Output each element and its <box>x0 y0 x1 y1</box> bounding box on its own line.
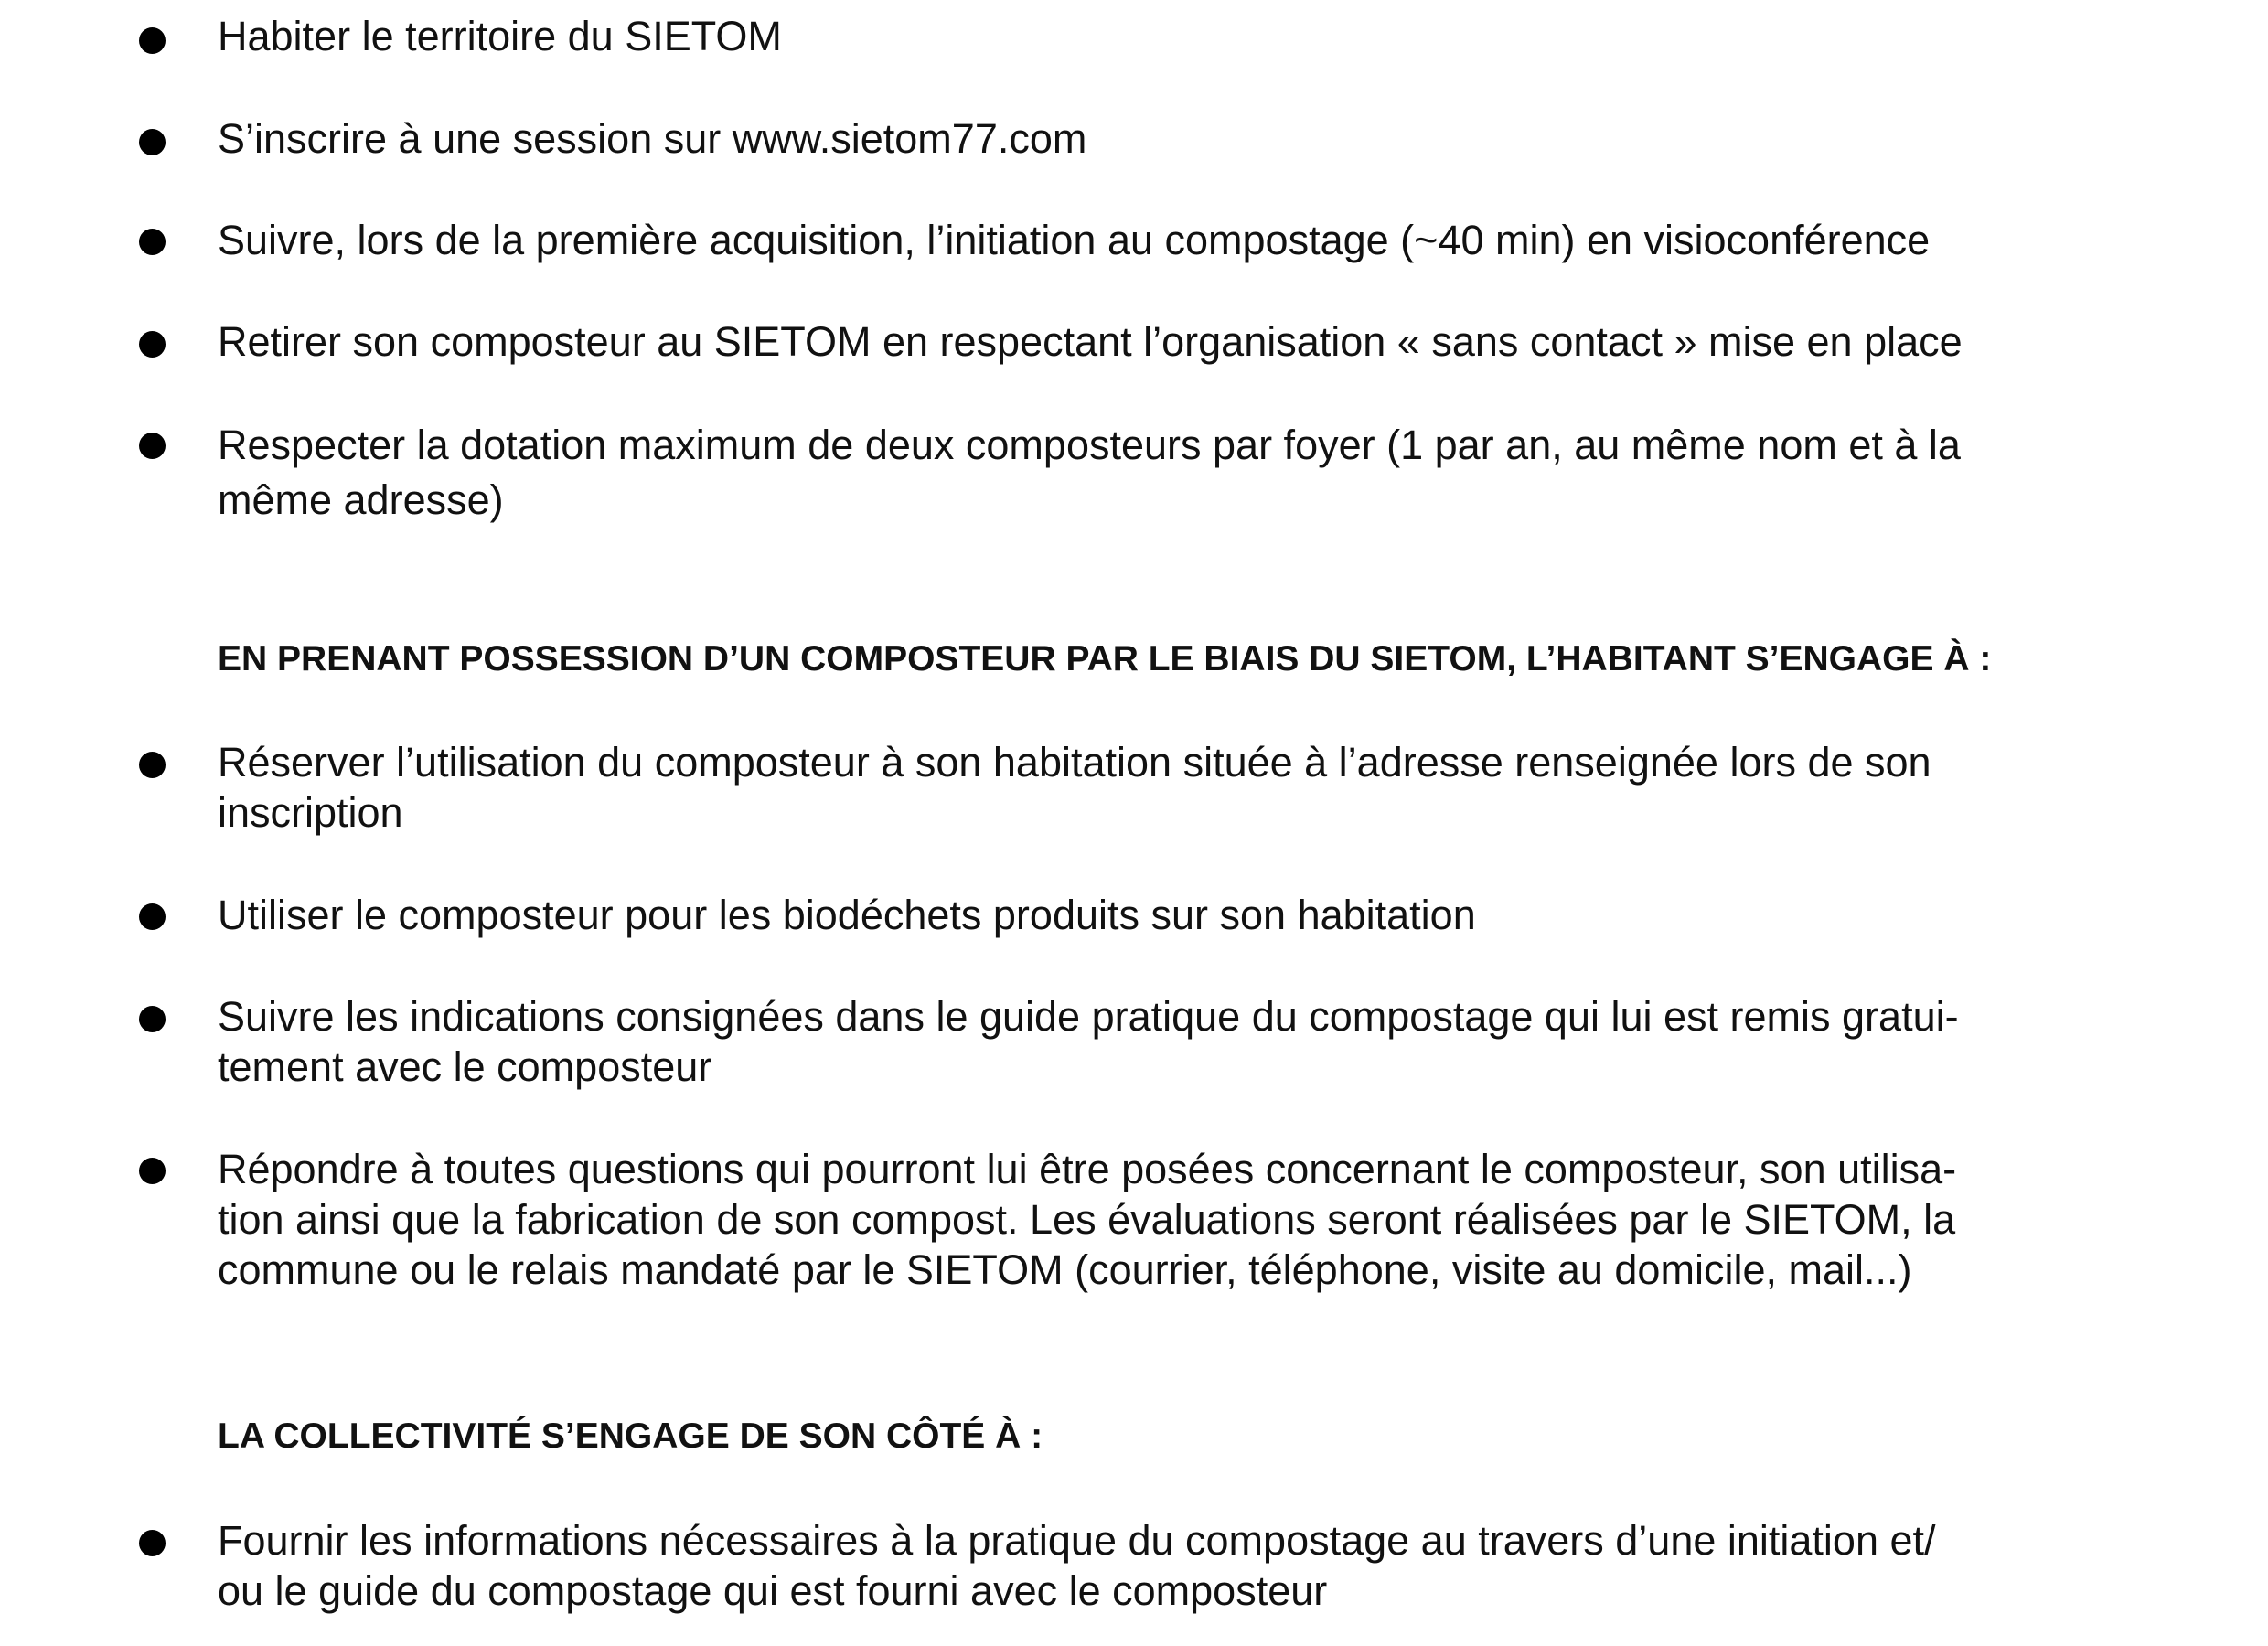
list-item-text-line: Réserver l’utilisation du composteur à son habitation située à l’adresse renseignée lors de son <box>218 739 1931 786</box>
list-item-text-line: tement avec le composteur <box>218 1043 712 1090</box>
list-item-text-line: Suivre les indications consignées dans le guide pratique du compostage qui lui est remis gratui- <box>218 993 1959 1040</box>
section-heading: LA COLLECTIVITÉ S’ENGAGE DE SON CÔTÉ À : <box>218 1416 1043 1456</box>
list-item-text: Utiliser le composteur pour les biodéchets produits sur son habitation <box>218 892 1476 938</box>
list-item-text-line: commune ou le relais mandaté par le SIETOM (courrier, téléphone, visite au domicile, mail...) <box>218 1246 1912 1293</box>
bullet-dot-icon <box>139 1158 166 1184</box>
list-item-text-line: ou le guide du compostage qui est fourni avec le composteur <box>218 1567 1328 1614</box>
list-item-text: Retirer son composteur au SIETOM en respectant l’organisation « sans contact » mise en place <box>218 318 1963 365</box>
list-item-text-line: Respecter la dotation maximum de deux composteurs par foyer (1 par an, au même nom et à la <box>218 422 1961 468</box>
bullet-dot-icon <box>139 1530 166 1556</box>
list-item-text: Habiter le territoire du SIETOM <box>218 13 782 59</box>
list-item-text-line: Répondre à toutes questions qui pourront lui être posées concernant le composteur, son utilisa- <box>218 1146 1957 1192</box>
bullet-dot-icon <box>139 331 166 358</box>
list-item-text-line: Fournir les informations nécessaires à la pratique du compostage au travers d’une initiation et/ <box>218 1517 1936 1564</box>
list-item-text: Suivre, lors de la première acquisition, l’initiation au compostage (~40 min) en visioconférence <box>218 217 1931 263</box>
list-item-text-line: même adresse) <box>218 476 504 523</box>
bullet-dot-icon <box>139 903 166 930</box>
list-item-text-line: tion ainsi que la fabrication de son compost. Les évaluations seront réalisées par le SIETOM, la <box>218 1196 1956 1243</box>
bullet-dot-icon <box>139 1006 166 1032</box>
bullet-dot-icon <box>139 229 166 255</box>
bullet-dot-icon <box>139 433 166 459</box>
bullet-dot-icon <box>139 27 166 54</box>
bullet-dot-icon <box>139 752 166 778</box>
list-item-text: S’inscrire à une session sur www.sietom77.com <box>218 115 1087 162</box>
section-heading: EN PRENANT POSSESSION D’UN COMPOSTEUR PAR LE BIAIS DU SIETOM, L’HABITANT S’ENGAGE À : <box>218 639 1992 679</box>
bullet-dot-icon <box>139 129 166 155</box>
list-item-text-line: inscription <box>218 789 403 836</box>
